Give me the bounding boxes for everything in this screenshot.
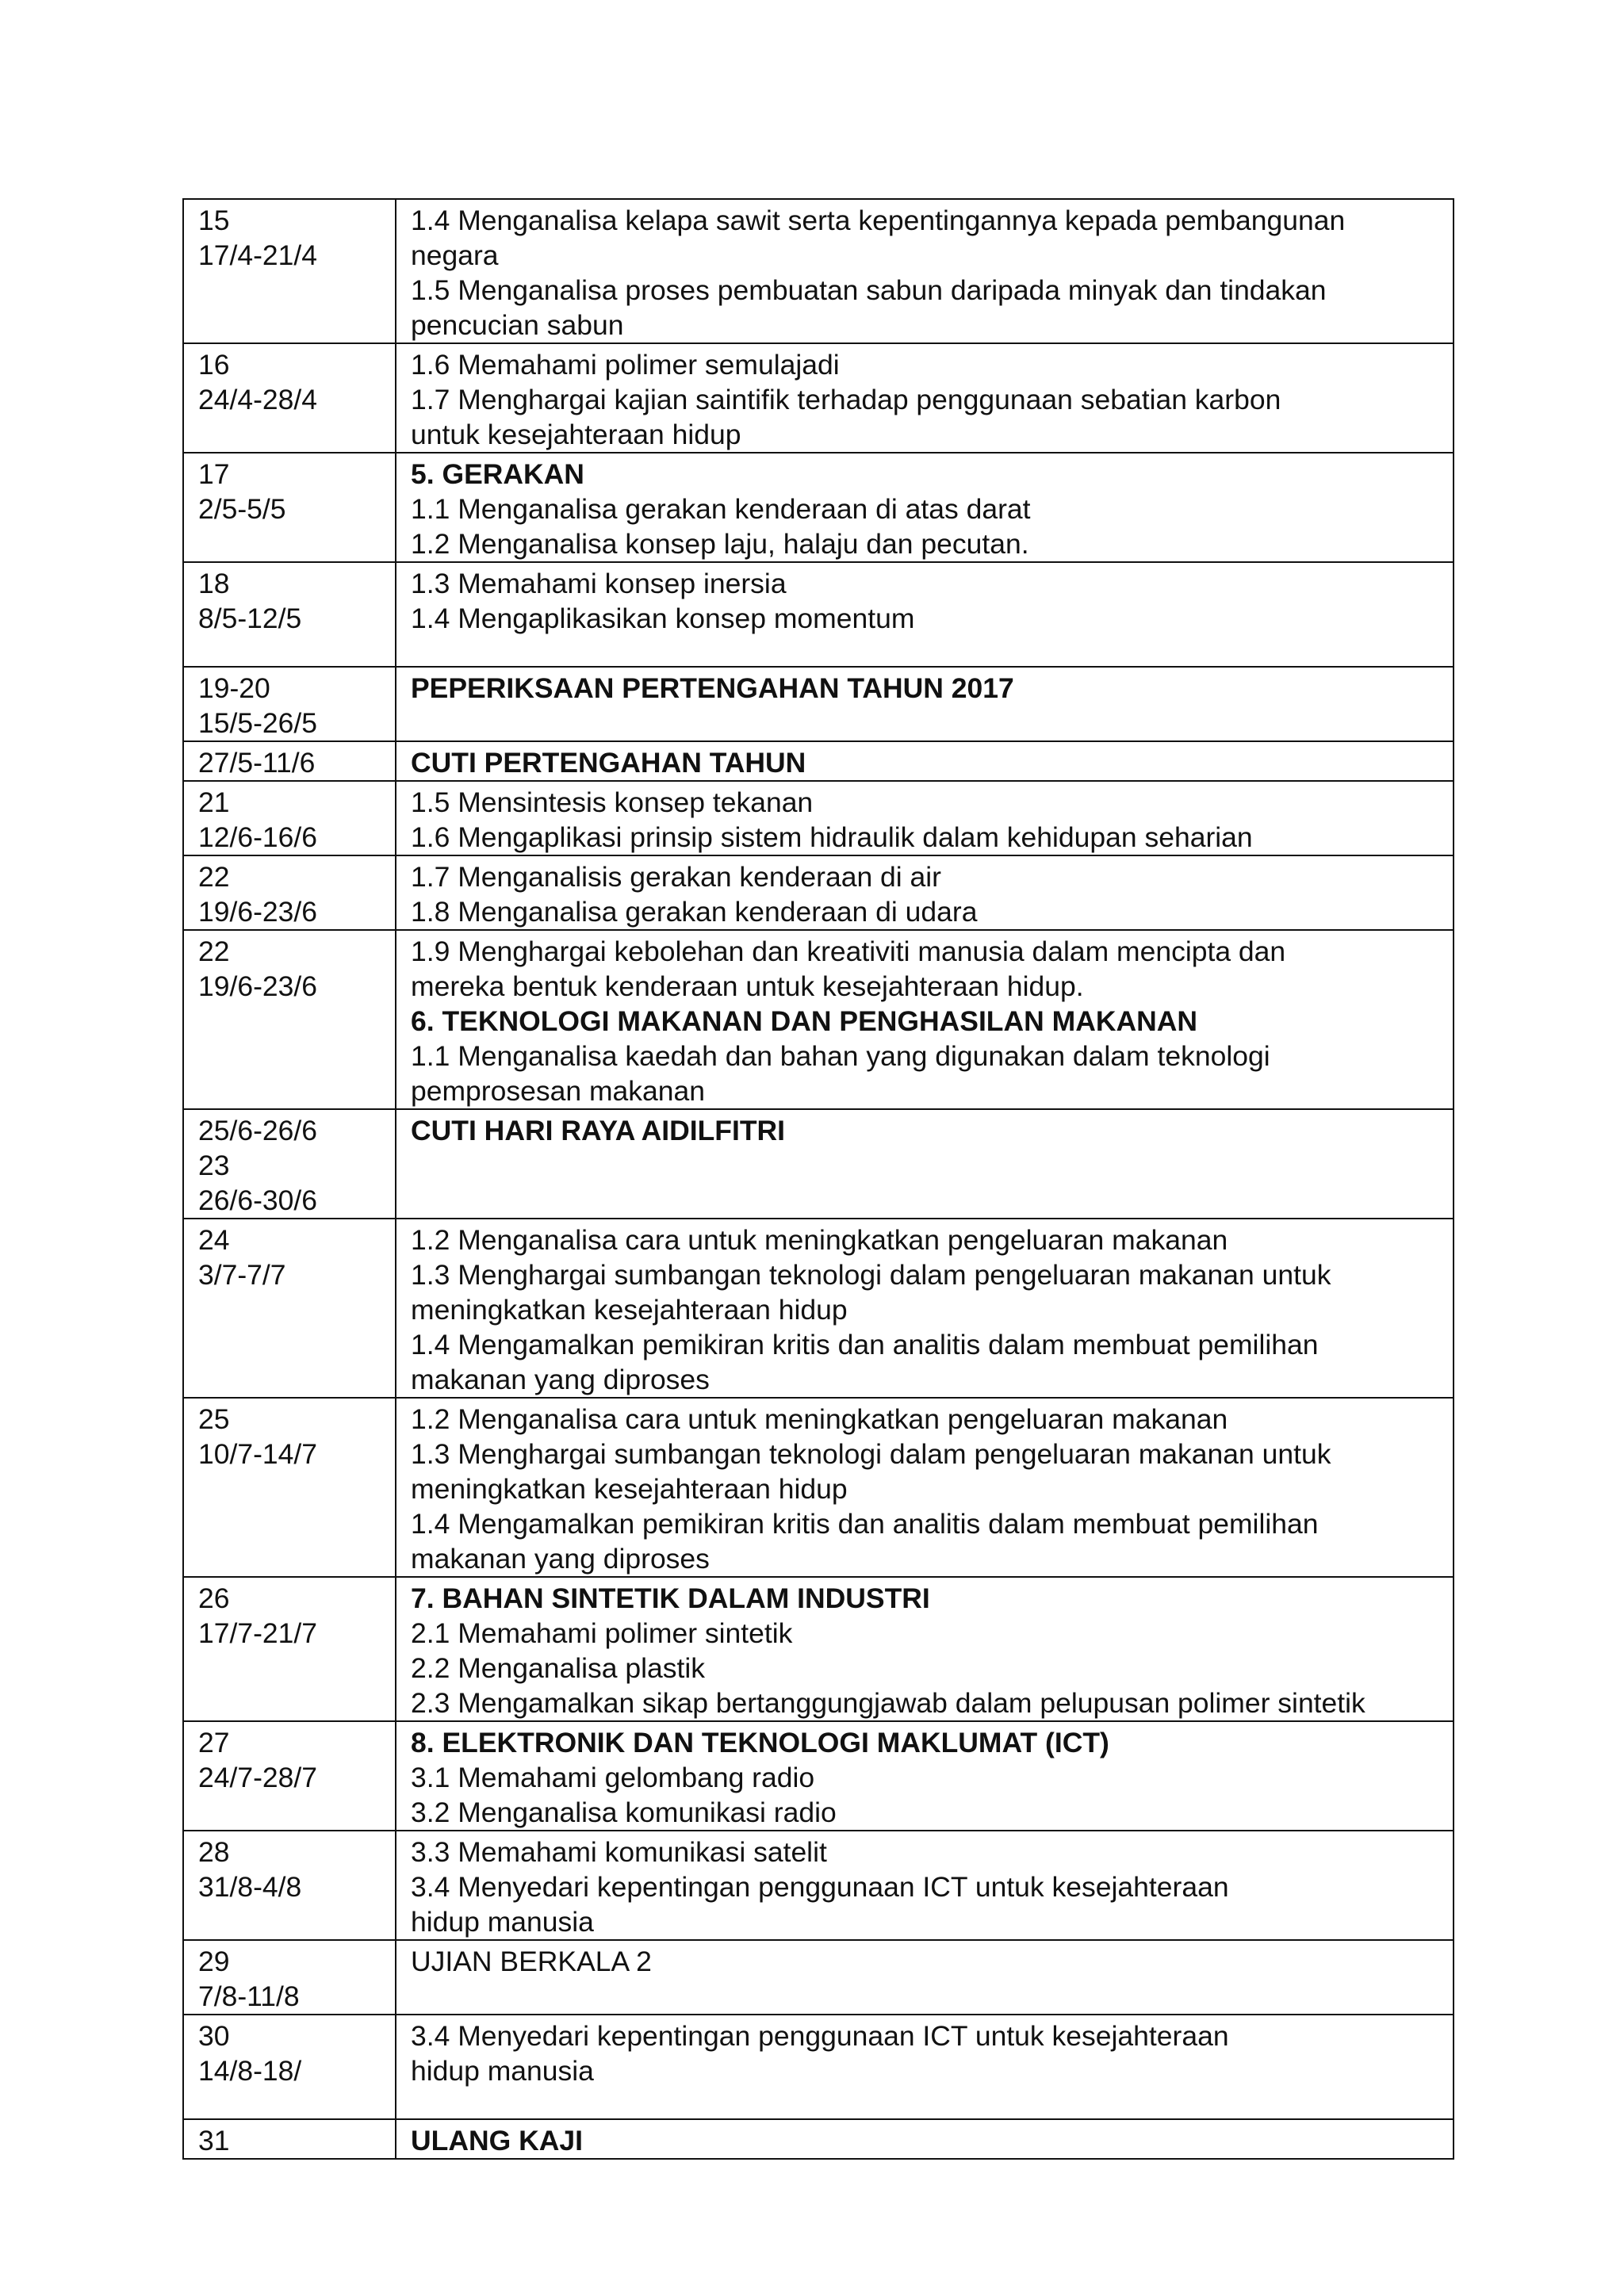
week-label: 18 (198, 568, 230, 599)
topic-line: 2.2 Menganalisa plastik (411, 1652, 705, 1684)
topic-cell (396, 930, 1454, 1109)
topic-line: 1.8 Menganalisa gerakan kenderaan di udara (411, 896, 978, 928)
topic-line: 1.7 Menganalisis gerakan kenderaan di air (411, 861, 942, 893)
topic-line: pemprosesan makanan (411, 1075, 705, 1107)
week-cell (183, 1721, 396, 1831)
week-label: 21 (198, 786, 230, 818)
week-label: 24 (198, 1224, 230, 1256)
topic-line: hidup manusia (411, 2055, 594, 2087)
week-label: 15 (198, 205, 230, 236)
week-cell (183, 199, 396, 343)
topic-cell (396, 1577, 1454, 1721)
topic-line: 3.4 Menyedari kepentingan penggunaan ICT untuk kesejahteraan (411, 1871, 1229, 1903)
topic-line: 2.1 Memahami polimer sintetik (411, 1617, 793, 1649)
table-row (183, 562, 1454, 667)
week-label: 15/5-26/5 (198, 707, 318, 739)
topic-line: 1.4 Mengaplikasikan konsep momentum (411, 603, 915, 634)
week-label: 31/8-4/8 (198, 1871, 302, 1903)
topic-line: 1.1 Menganalisa kaedah dan bahan yang digunakan dalam teknologi (411, 1040, 1270, 1072)
week-cell (183, 1940, 396, 2015)
table-row (183, 199, 1454, 343)
topic-line: 1.5 Menganalisa proses pembuatan sabun daripada minyak dan tindakan (411, 274, 1327, 306)
week-label: 31 (198, 2125, 230, 2156)
week-label: 22 (198, 861, 230, 893)
week-label: 24/7-28/7 (198, 1762, 318, 1793)
week-label: 19/6-23/6 (198, 896, 318, 928)
week-label: 25 (198, 1403, 230, 1435)
table-row (183, 1577, 1454, 1721)
table-row (183, 741, 1454, 781)
topic-line: 1.3 Menghargai sumbangan teknologi dalam pengeluaran makanan untuk (411, 1438, 1331, 1470)
topic-heading: 6. TEKNOLOGI MAKANAN DAN PENGHASILAN MAKANAN (411, 1005, 1198, 1037)
topic-line: meningkatkan kesejahteraan hidup (411, 1294, 848, 1326)
topic-line: hidup manusia (411, 1906, 594, 1938)
table-row (183, 667, 1454, 741)
topic-cell (396, 2015, 1454, 2119)
topic-line: 1.5 Mensintesis konsep tekanan (411, 786, 814, 818)
table-row (183, 1219, 1454, 1398)
week-label: 19/6-23/6 (198, 970, 318, 1002)
topic-heading: 7. BAHAN SINTETIK DALAM INDUSTRI (411, 1582, 930, 1614)
table-row (183, 855, 1454, 930)
topic-cell (396, 855, 1454, 930)
topic-cell (396, 667, 1454, 741)
week-label: 22 (198, 936, 230, 967)
topic-line: 3.3 Memahami komunikasi satelit (411, 1836, 827, 1868)
week-label: 7/8-11/8 (198, 1980, 300, 2012)
week-label: 16 (198, 349, 230, 381)
week-label: 30 (198, 2020, 230, 2052)
week-cell (183, 343, 396, 453)
week-cell (183, 741, 396, 781)
week-label: 27/5-11/6 (198, 747, 316, 779)
topic-line: 1.6 Memahami polimer semulajadi (411, 349, 840, 381)
week-cell (183, 1109, 396, 1219)
week-label: 26/6-30/6 (198, 1184, 318, 1216)
topic-line: 2.3 Mengamalkan sikap bertanggungjawab dalam pelupusan polimer sintetik (411, 1687, 1365, 1719)
topic-line: 1.3 Menghargai sumbangan teknologi dalam pengeluaran makanan untuk (411, 1259, 1331, 1291)
week-cell (183, 453, 396, 562)
table-row (183, 2119, 1454, 2159)
topic-line: 3.4 Menyedari kepentingan penggunaan ICT untuk kesejahteraan (411, 2020, 1229, 2052)
topic-cell (396, 1398, 1454, 1577)
topic-line: 1.4 Menganalisa kelapa sawit serta kepentingannya kepada pembangunan (411, 205, 1346, 236)
topic-line: pencucian sabun (411, 309, 624, 341)
week-label: 3/7-7/7 (198, 1259, 286, 1291)
topic-line: untuk kesejahteraan hidup (411, 419, 741, 450)
week-label: 12/6-16/6 (198, 821, 318, 853)
table-row (183, 343, 1454, 453)
week-cell (183, 1577, 396, 1721)
topic-line: 3.1 Memahami gelombang radio (411, 1762, 815, 1793)
table-row (183, 1940, 1454, 2015)
topic-line: negara (411, 239, 499, 271)
topic-cell (396, 1940, 1454, 2015)
topic-line: 1.4 Mengamalkan pemikiran kritis dan analitis dalam membuat pemilihan (411, 1329, 1319, 1360)
topic-cell (396, 562, 1454, 667)
topic-cell (396, 343, 1454, 453)
topic-line: 1.4 Mengamalkan pemikiran kritis dan analitis dalam membuat pemilihan (411, 1508, 1319, 1540)
week-cell (183, 562, 396, 667)
topic-heading: 8. ELEKTRONIK DAN TEKNOLOGI MAKLUMAT (ICT) (411, 1727, 1109, 1758)
table-row (183, 2015, 1454, 2119)
week-cell (183, 781, 396, 855)
topic-line: makanan yang diproses (411, 1543, 710, 1575)
table-row (183, 781, 1454, 855)
topic-cell (396, 2119, 1454, 2159)
table-row (183, 1109, 1454, 1219)
topic-cell (396, 1109, 1454, 1219)
week-label: 17/4-21/4 (198, 239, 318, 271)
topic-line: 1.1 Menganalisa gerakan kenderaan di atas darat (411, 493, 1031, 525)
topic-line: meningkatkan kesejahteraan hidup (411, 1473, 848, 1505)
topic-cell (396, 1219, 1454, 1398)
week-label: 26 (198, 1582, 230, 1614)
table-row (183, 1831, 1454, 1940)
topic-line: mereka bentuk kenderaan untuk kesejahteraan hidup. (411, 970, 1084, 1002)
week-label: 14/8-18/ (198, 2055, 302, 2087)
topic-heading: CUTI PERTENGAHAN TAHUN (411, 747, 806, 779)
week-label: 17 (198, 458, 230, 490)
topic-line: 3.2 Menganalisa komunikasi radio (411, 1797, 837, 1828)
topic-line: 1.7 Menghargai kajian saintifik terhadap penggunaan sebatian karbon (411, 384, 1281, 415)
topic-heading: 5. GERAKAN (411, 458, 584, 490)
week-cell (183, 930, 396, 1109)
week-cell (183, 1831, 396, 1940)
topic-line: 1.9 Menghargai kebolehan dan kreativiti manusia dalam mencipta dan (411, 936, 1286, 967)
week-cell (183, 667, 396, 741)
week-cell (183, 855, 396, 930)
topic-cell (396, 199, 1454, 343)
topic-heading: CUTI HARI RAYA AIDILFITRI (411, 1115, 786, 1146)
week-label: 29 (198, 1946, 230, 1977)
week-label: 17/7-21/7 (198, 1617, 318, 1649)
week-label: 10/7-14/7 (198, 1438, 318, 1470)
week-label: 23 (198, 1150, 230, 1181)
week-label: 19-20 (198, 672, 270, 704)
topic-heading: ULANG KAJI (411, 2125, 583, 2156)
week-label: 28 (198, 1836, 230, 1868)
table-row (183, 453, 1454, 562)
topic-line: 1.2 Menganalisa cara untuk meningkatkan pengeluaran makanan (411, 1224, 1228, 1256)
topic-cell (396, 781, 1454, 855)
topic-line: 1.6 Mengaplikasi prinsip sistem hidraulik dalam kehidupan seharian (411, 821, 1253, 853)
topic-line: 1.3 Memahami konsep inersia (411, 568, 787, 599)
topic-cell (396, 453, 1454, 562)
week-cell (183, 2015, 396, 2119)
schedule-table-body (183, 199, 1454, 2159)
week-label: 8/5-12/5 (198, 603, 302, 634)
topic-line: UJIAN BERKALA 2 (411, 1946, 652, 1977)
table-row (183, 1398, 1454, 1577)
week-cell (183, 1219, 396, 1398)
topic-cell (396, 1831, 1454, 1940)
topic-line: 1.2 Menganalisa konsep laju, halaju dan pecutan. (411, 528, 1029, 560)
week-label: 24/4-28/4 (198, 384, 318, 415)
table-row (183, 1721, 1454, 1831)
schedule-table (182, 198, 1454, 2160)
topic-cell (396, 1721, 1454, 1831)
week-label: 25/6-26/6 (198, 1115, 318, 1146)
topic-line: 1.2 Menganalisa cara untuk meningkatkan pengeluaran makanan (411, 1403, 1228, 1435)
table-row (183, 930, 1454, 1109)
topic-cell (396, 741, 1454, 781)
topic-line: makanan yang diproses (411, 1364, 710, 1395)
week-label: 27 (198, 1727, 230, 1758)
topic-heading: PEPERIKSAAN PERTENGAHAN TAHUN 2017 (411, 672, 1014, 704)
week-label: 2/5-5/5 (198, 493, 286, 525)
week-cell (183, 1398, 396, 1577)
week-cell (183, 2119, 396, 2159)
